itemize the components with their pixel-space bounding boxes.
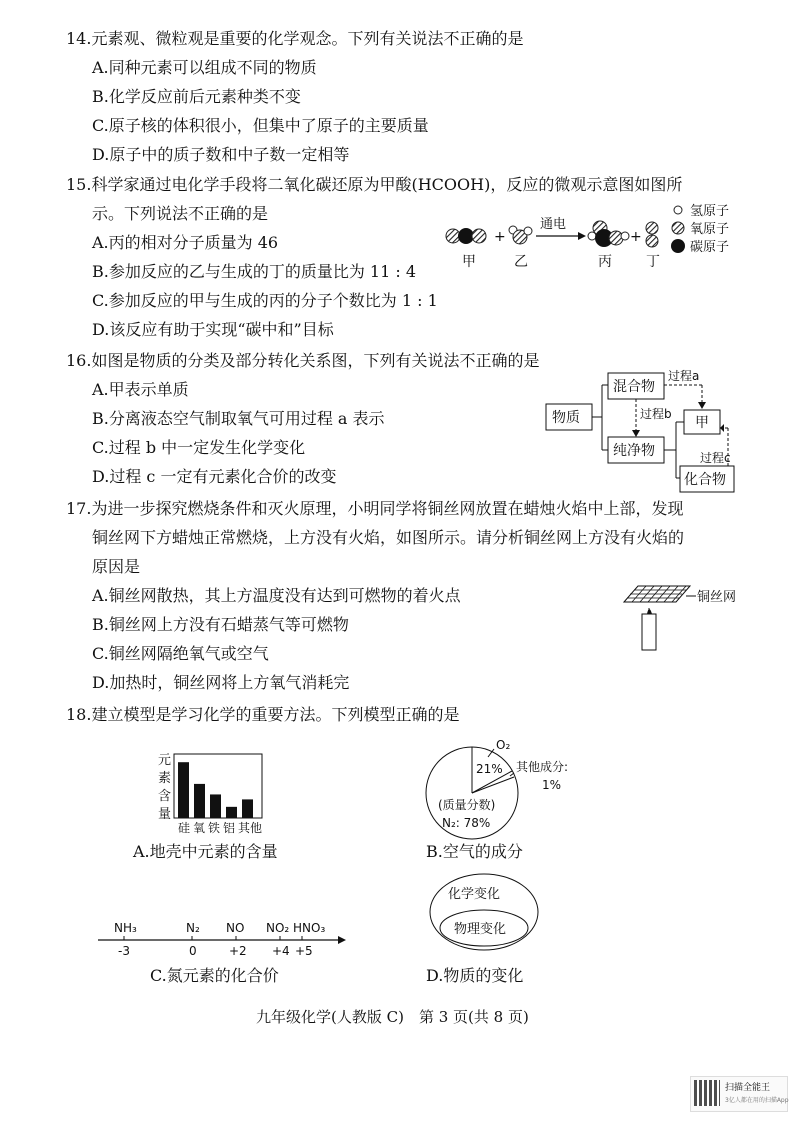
cat-o: 氧: [193, 821, 206, 835]
legend-carbon: 碳原子: [690, 240, 730, 255]
label-process-a: 过程a: [668, 369, 700, 383]
label-yi: 乙: [514, 254, 528, 270]
watermark-sub: 3亿人都在用的扫描App: [725, 1097, 789, 1104]
cat-fe: 铁: [208, 821, 221, 835]
q14-option-a[interactable]: A.同种元素可以组成不同的物质: [92, 58, 317, 77]
q17-option-d[interactable]: D.加热时，铜丝网将上方氧气消耗完: [92, 673, 350, 692]
valence-0: 0: [189, 944, 197, 958]
q18-option-b-caption[interactable]: B.空气的成分: [426, 842, 523, 861]
pie-21-percent: 21%: [476, 762, 503, 776]
watermark-brand: 扫描全能王: [725, 1083, 771, 1093]
q15-option-b[interactable]: B.参加反应的乙与生成的丁的质量比为 11 : 4: [92, 262, 417, 281]
box-compound-label: 化合物: [684, 472, 726, 488]
q16-classification-diagram: [540, 366, 745, 496]
legend-oxygen: 氧原子: [690, 222, 730, 237]
q17-option-b[interactable]: B.铜丝网上方没有石蜡蒸气等可燃物: [92, 615, 349, 634]
q16-option-d[interactable]: D.过程 c 一定有元素化合价的改变: [92, 467, 337, 486]
species-hno3: HNO₃: [293, 921, 326, 935]
q16-option-b[interactable]: B.分离液态空气制取氧气可用过程 a 表示: [92, 409, 385, 428]
valence-plus5: +5: [295, 944, 313, 958]
q18-stem: 18.建立模型是学习化学的重要方法。下列模型正确的是: [66, 705, 460, 724]
q14-option-c[interactable]: C.原子核的体积很小，但集中了原子的主要质量: [92, 116, 429, 135]
pie-n2-label: N₂: 78%: [442, 816, 491, 830]
copper-mesh-label: 铜丝网: [697, 590, 737, 605]
valence-plus4: +4: [272, 944, 290, 958]
ylabel-char-1: 元: [158, 753, 172, 768]
q15-stem-line1: 15.科学家通过电化学手段将二氧化碳还原为甲酸(HCOOH)，反应的微观示意图如图所: [66, 175, 683, 194]
plus-sign: +: [494, 229, 506, 245]
q18-option-a-caption[interactable]: A.地壳中元素的含量: [133, 842, 278, 861]
q14-option-d[interactable]: D.原子中的质子数和中子数一定相等: [92, 145, 350, 164]
valence-minus3: -3: [118, 944, 130, 958]
cat-other: 其他: [238, 821, 263, 835]
label-chemical-change: 化学变化: [448, 887, 501, 902]
molecule-bing-hcooh: [588, 221, 629, 247]
species-nh3: NH₃: [114, 921, 137, 935]
pie-o2-label: O₂: [496, 738, 511, 752]
q16-stem: 16.如图是物质的分类及部分转化关系图，下列有关说法不正确的是: [66, 351, 540, 370]
cat-al: 铝: [223, 821, 236, 835]
q15-option-d[interactable]: D.该反应有助于实现“碳中和”目标: [92, 320, 334, 339]
q17-candle-figure: [620, 580, 745, 652]
pie-1-percent: 1%: [542, 778, 562, 792]
page-footer: 九年级化学(人教版 C) 第 3 页(共 8 页): [256, 1008, 529, 1026]
label-physical-change: 物理变化: [454, 922, 507, 937]
species-no: NO: [226, 921, 245, 935]
q16-option-c[interactable]: C.过程 b 中一定发生化学变化: [92, 438, 306, 457]
legend-carbon-icon: [671, 239, 685, 253]
molecule-yi-h2o: [509, 226, 532, 244]
arrow-label-electrify: 通电: [540, 217, 567, 232]
cat-si: 硅: [178, 821, 191, 835]
molecule-jia-co2: [446, 228, 486, 244]
copper-mesh-icon: [624, 586, 690, 602]
q18-chart-b-air-composition: [420, 735, 620, 847]
bar-si: [178, 762, 189, 818]
species-n2: N₂: [186, 921, 200, 935]
label-process-c: 过程c: [700, 451, 731, 465]
plus-sign-2: +: [630, 229, 642, 245]
label-process-b: 过程b: [640, 407, 672, 421]
q18-chart-d-matter-change: [426, 868, 550, 958]
box-pure-label: 纯净物: [613, 443, 655, 459]
q18-chart-c-nitrogen-valence: [96, 918, 356, 962]
q17-option-a[interactable]: A.铜丝网散热，其上方温度没有达到可燃物的着火点: [92, 586, 461, 605]
ylabel-char-4: 量: [158, 807, 172, 822]
q17-stem-line3: 原因是: [92, 557, 141, 576]
scanner-watermark: [690, 1076, 788, 1112]
q18-option-d-caption[interactable]: D.物质的变化: [426, 966, 524, 985]
q15-stem-line2: 示。下列说法不正确的是: [92, 204, 269, 223]
q17-stem-line2: 铜丝网下方蜡烛正常燃烧，上方没有火焰，如图所示。请分析铜丝网上方没有火焰的: [92, 528, 685, 547]
qr-code-icon: [694, 1080, 720, 1106]
candle-icon: [642, 608, 656, 650]
bar-other: [242, 799, 253, 818]
ylabel-char-3: 含: [158, 789, 172, 804]
q14-stem: 14.元素观、微粒观是重要的化学观念。下列有关说法不正确的是: [66, 29, 524, 48]
molecule-ding-o2: [646, 222, 658, 247]
box-mixture-label: 混合物: [613, 379, 655, 395]
bar-al: [226, 807, 237, 818]
q14-option-b[interactable]: B.化学反应前后元素种类不变: [92, 87, 301, 106]
legend-oxygen-icon: [672, 222, 684, 234]
legend-hydrogen-icon: [674, 206, 682, 214]
bar-o: [194, 784, 205, 818]
pie-mass-fraction: (质量分数): [438, 798, 496, 812]
q16-option-a[interactable]: A.甲表示单质: [92, 380, 189, 399]
q18-option-c-caption[interactable]: C.氮元素的化合价: [150, 966, 279, 985]
q15-option-c[interactable]: C.参加反应的甲与生成的丙的分子个数比为 1 : 1: [92, 291, 438, 310]
ylabel-char-2: 素: [158, 771, 172, 786]
pie-other-label: 其他成分:: [516, 760, 569, 774]
bar-fe: [210, 794, 221, 818]
label-bing: 丙: [598, 254, 612, 270]
box-matter-label: 物质: [552, 410, 580, 426]
label-ding: 丁: [646, 254, 660, 270]
q15-option-a[interactable]: A.丙的相对分子质量为 46: [92, 233, 279, 252]
q17-stem-line1: 17.为进一步探究燃烧条件和灭火原理，小明同学将铜丝网放置在蜡烛火焰中上部，发现: [66, 499, 684, 518]
legend-hydrogen: 氢原子: [690, 204, 730, 219]
species-no2: NO₂: [266, 921, 290, 935]
valence-plus2: +2: [229, 944, 247, 958]
box-jia-label: 甲: [695, 415, 709, 431]
q17-option-c[interactable]: C.铜丝网隔绝氧气或空气: [92, 644, 269, 663]
label-jia: 甲: [462, 254, 476, 270]
q15-reaction-diagram: [440, 198, 750, 278]
